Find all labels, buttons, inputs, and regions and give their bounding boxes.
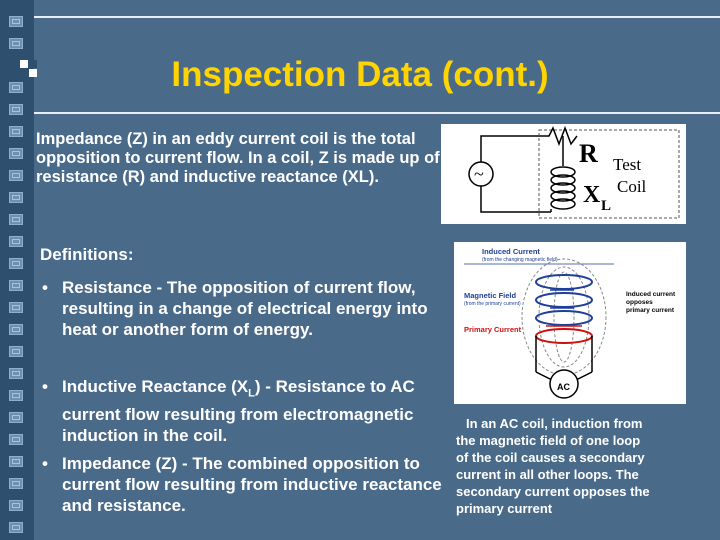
intro-paragraph: Impedance (Z) in an eddy current coil is the total opposition to current flow. In a coil, Z is made up of resistance (R) and inductive reactance (XL). bbox=[36, 130, 440, 186]
decor-square bbox=[9, 280, 23, 291]
right-note-line2: opposes bbox=[626, 299, 653, 306]
caption-line: the magnetic field of one loop bbox=[456, 433, 641, 448]
top-rule bbox=[34, 16, 720, 18]
induction-diagram bbox=[454, 242, 686, 404]
right-note-line3: primary current bbox=[626, 307, 675, 314]
caption-line: In an AC coil, induction from bbox=[466, 416, 643, 431]
decor-square bbox=[9, 192, 23, 203]
slide-title: Inspection Data (cont.) bbox=[171, 55, 549, 94]
caption-line: current in all other loops. The bbox=[456, 467, 639, 482]
bullet-inductive-reactance bbox=[42, 376, 447, 446]
inductor-icon bbox=[551, 167, 575, 209]
ac-label: AC bbox=[557, 382, 570, 392]
decor-square bbox=[9, 434, 23, 445]
x-sub-label: L bbox=[601, 198, 612, 214]
bullet-impedance bbox=[42, 453, 447, 516]
caption-line: secondary current opposes the bbox=[456, 484, 650, 499]
x-label: X bbox=[583, 182, 601, 208]
decor-square bbox=[9, 258, 23, 269]
source-symbol: ~ bbox=[474, 164, 484, 184]
decor-square bbox=[9, 412, 23, 423]
induced-current-note: (from the changing magnetic field) bbox=[482, 257, 558, 263]
decor-square bbox=[9, 170, 23, 181]
bullet-text-end: ) - Resistance to AC current flow resulting from electromagnetic induction in the coil. bbox=[62, 377, 415, 446]
bullet-resistance bbox=[42, 277, 442, 340]
coil-label: Coil bbox=[617, 177, 647, 196]
decor-square bbox=[9, 104, 23, 115]
decor-square bbox=[9, 126, 23, 137]
bullet-dot: • bbox=[42, 454, 48, 473]
test-label: Test bbox=[613, 155, 642, 174]
decor-square bbox=[9, 478, 23, 489]
bullet-subscript: L bbox=[248, 387, 255, 400]
decor-square bbox=[9, 236, 23, 247]
bullet-text bbox=[42, 376, 447, 446]
primary-current-label: Primary Current bbox=[464, 325, 522, 334]
bullet-text: Resistance - The opposition of current flow, resulting in a change of electrical energy into heat or another form of energy. bbox=[62, 278, 428, 339]
diagram-caption bbox=[456, 415, 706, 517]
magnetic-field-note: (from the primary current) bbox=[464, 301, 521, 307]
decor-square bbox=[9, 324, 23, 335]
decor-square bbox=[9, 38, 23, 49]
decor-square bbox=[9, 148, 23, 159]
decor-square bbox=[9, 214, 23, 225]
decor-square bbox=[9, 390, 23, 401]
field-lines-icon bbox=[522, 259, 606, 375]
right-note-line1: Induced current bbox=[626, 291, 676, 298]
definitions-label: Definitions: bbox=[40, 245, 134, 264]
bullet-dot: • bbox=[42, 278, 48, 297]
decor-square bbox=[9, 346, 23, 357]
caption-line: primary current bbox=[456, 501, 553, 516]
bullet-text-start: Inductive Reactance (X bbox=[62, 377, 249, 396]
bullet-dot: • bbox=[42, 377, 48, 396]
caption-line: of the coil causes a secondary bbox=[456, 450, 645, 465]
coil-circuit-diagram bbox=[441, 124, 686, 224]
decor-square bbox=[9, 16, 23, 27]
decor-square bbox=[9, 302, 23, 313]
title-rule bbox=[34, 112, 720, 114]
decor-square bbox=[9, 456, 23, 467]
decor-square bbox=[9, 500, 23, 511]
magnetic-field-label: Magnetic Field bbox=[464, 291, 517, 300]
induced-current-label: Induced Current bbox=[482, 247, 540, 256]
r-label: R bbox=[579, 139, 598, 168]
decor-square bbox=[9, 522, 23, 533]
bullet-text: Impedance (Z) - The combined opposition to current flow resulting from inductive reactance and resistance. bbox=[62, 454, 442, 515]
decor-square bbox=[9, 368, 23, 379]
